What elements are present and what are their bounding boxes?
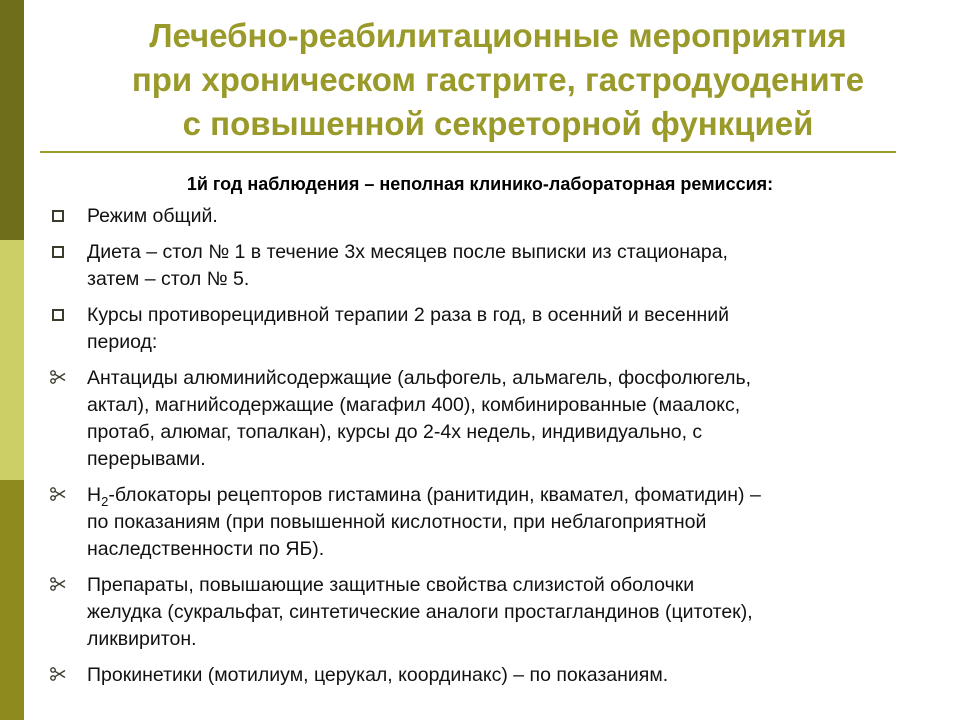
- list-item-line: Прокинетики (мотилиум, церукал, координакс) – по показаниям.: [87, 664, 669, 686]
- list-item-line: желудка (сукральфат, синтетические аналоги простагландинов (цитотек),: [87, 601, 753, 623]
- list-item-line: протаб, алюмаг, топалкан), курсы до 2-4х недель, индивидуально, с: [87, 421, 703, 443]
- list-item-text: Н: [87, 484, 102, 506]
- list-item-text: -блокаторы рецепторов гистамина (ранитидин, квамател, фоматидин) –: [108, 484, 761, 506]
- scissors-bullet-icon: [50, 482, 66, 509]
- list-item: [50, 302, 930, 356]
- list-item-line: [87, 482, 930, 509]
- square-bullet-icon: [50, 239, 66, 266]
- square-bullet-icon: [50, 302, 66, 329]
- list-item-line: Курсы противорецидивной терапии 2 раза в год, в осенний и весенний: [87, 304, 730, 326]
- left-bar-segment-middle: [0, 240, 24, 480]
- slide-subtitle: 1й год наблюдения – неполная клинико-лабораторная ремиссия:: [186, 174, 774, 194]
- list-item-line: Антациды алюминийсодержащие (альфогель, альмагель, фосфолюгель,: [87, 367, 752, 389]
- scissors-bullet-icon: [50, 662, 66, 689]
- slide-title-line: при хроническом гастрите, гастродуодените: [131, 61, 865, 98]
- list-item-line: перерывами.: [87, 448, 206, 470]
- bullet-list: [50, 203, 930, 698]
- list-item: [50, 239, 930, 293]
- left-bar-segment-bottom: [0, 480, 24, 720]
- subscript: 2: [101, 493, 109, 509]
- list-item-line: Диета – стол № 1 в течение 3х месяцев после выписки из стационара,: [87, 241, 728, 263]
- left-decor-bar: [0, 0, 24, 720]
- slide-title-line: Лечебно-реабилитационные мероприятия: [149, 17, 847, 54]
- list-item-line: по показаниям (при повышенной кислотности, при неблагоприятной: [87, 511, 707, 533]
- list-item: [50, 572, 930, 653]
- slide-title-line: с повышенной секреторной функцией: [182, 105, 814, 142]
- list-item-line: актал), магнийсодержащие (магафил 400), комбинированные (маалокс,: [87, 394, 741, 416]
- list-item-line: Режим общий.: [87, 205, 218, 227]
- left-bar-segment-top: [0, 0, 24, 240]
- title-underline: [40, 151, 896, 153]
- list-item: [50, 365, 930, 473]
- list-item: [50, 203, 930, 230]
- list-item: [50, 482, 930, 563]
- list-item-line: период:: [87, 331, 158, 353]
- list-item-line: затем – стол № 5.: [87, 268, 250, 290]
- list-item-line: ликвиритон.: [87, 628, 197, 650]
- scissors-bullet-icon: [50, 572, 66, 599]
- list-item-line: наследственности по ЯБ).: [87, 538, 325, 560]
- list-item-line: Препараты, повышающие защитные свойства слизистой оболочки: [87, 574, 695, 596]
- scissors-bullet-icon: [50, 365, 66, 392]
- slide-title: [40, 14, 956, 146]
- square-bullet-icon: [50, 203, 66, 230]
- list-item: [50, 662, 930, 689]
